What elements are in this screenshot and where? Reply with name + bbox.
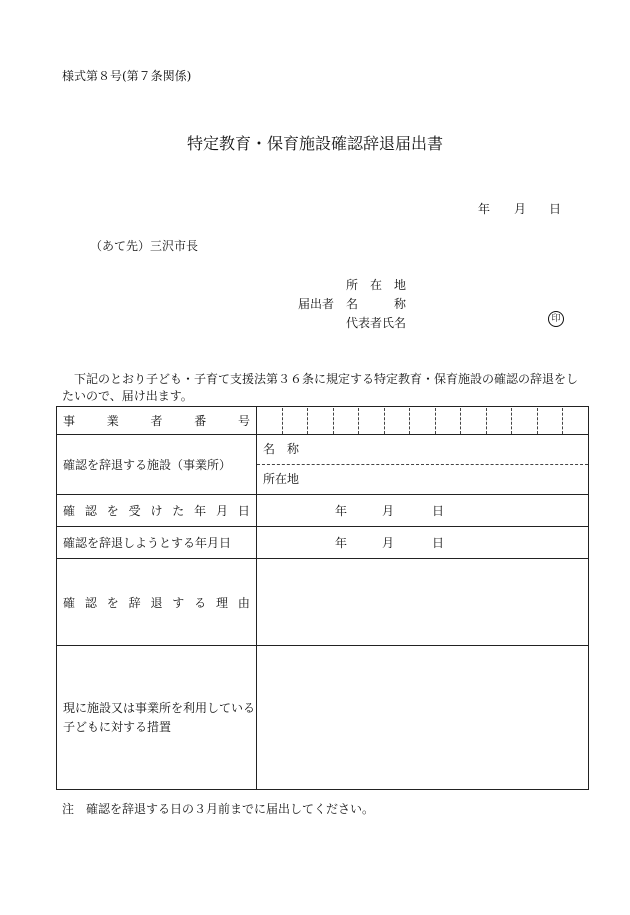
- document-title: 特定教育・保育施設確認辞退届出書: [186, 134, 443, 153]
- confirmed-date-label: 確 認 を 受 け た 年 月 日: [57, 495, 257, 527]
- facility-field: [257, 435, 589, 495]
- intro-text: [62, 371, 582, 405]
- withdraw-date-field[interactable]: 年 月 日: [257, 527, 589, 559]
- representative-label: 代表者氏名: [346, 316, 407, 330]
- measures-label: 現に施設又は事業所を利用している 子どもに対する措置: [57, 646, 257, 790]
- facility-label: 確認を辞退する施設（事業所）: [57, 435, 257, 495]
- addressee: （あて先）三沢市長: [90, 239, 199, 253]
- form-number: 様式第８号(第７条関係): [62, 69, 192, 83]
- intro-line-1: 下記のとおり子ども・子育て支援法第３６条に規定する特定教育・保育施設の確認の辞退をし: [74, 372, 579, 386]
- intro-line-2: たいので、届け出ます。: [62, 389, 193, 403]
- measures-field[interactable]: [257, 646, 589, 790]
- footnote: 注 確認を辞退する日の３月前までに届出してください。: [62, 802, 375, 816]
- business-number-label: 事 業 者 番 号: [57, 407, 257, 435]
- name-label: 名 称: [346, 297, 407, 311]
- date-year-label: 年: [478, 202, 491, 216]
- submitter-label: 届出者: [298, 297, 335, 311]
- application-table: [56, 406, 589, 790]
- reason-field[interactable]: [257, 559, 589, 646]
- date-month-label: 月: [514, 202, 527, 216]
- date-day-label: 日: [549, 202, 562, 216]
- confirmed-date-field[interactable]: 年 月 日: [257, 495, 589, 527]
- reason-label: 確 認 を 辞 退 す る 理 由: [57, 559, 257, 646]
- withdraw-date-label: 確認を辞退しようとする年月日: [57, 527, 257, 559]
- seal-mark: 印: [548, 311, 564, 327]
- address-label: 所 在 地: [346, 278, 407, 292]
- facility-address-field[interactable]: 所在地: [263, 472, 300, 486]
- business-number-field[interactable]: [257, 407, 589, 435]
- facility-name-field[interactable]: 名 称: [257, 435, 588, 465]
